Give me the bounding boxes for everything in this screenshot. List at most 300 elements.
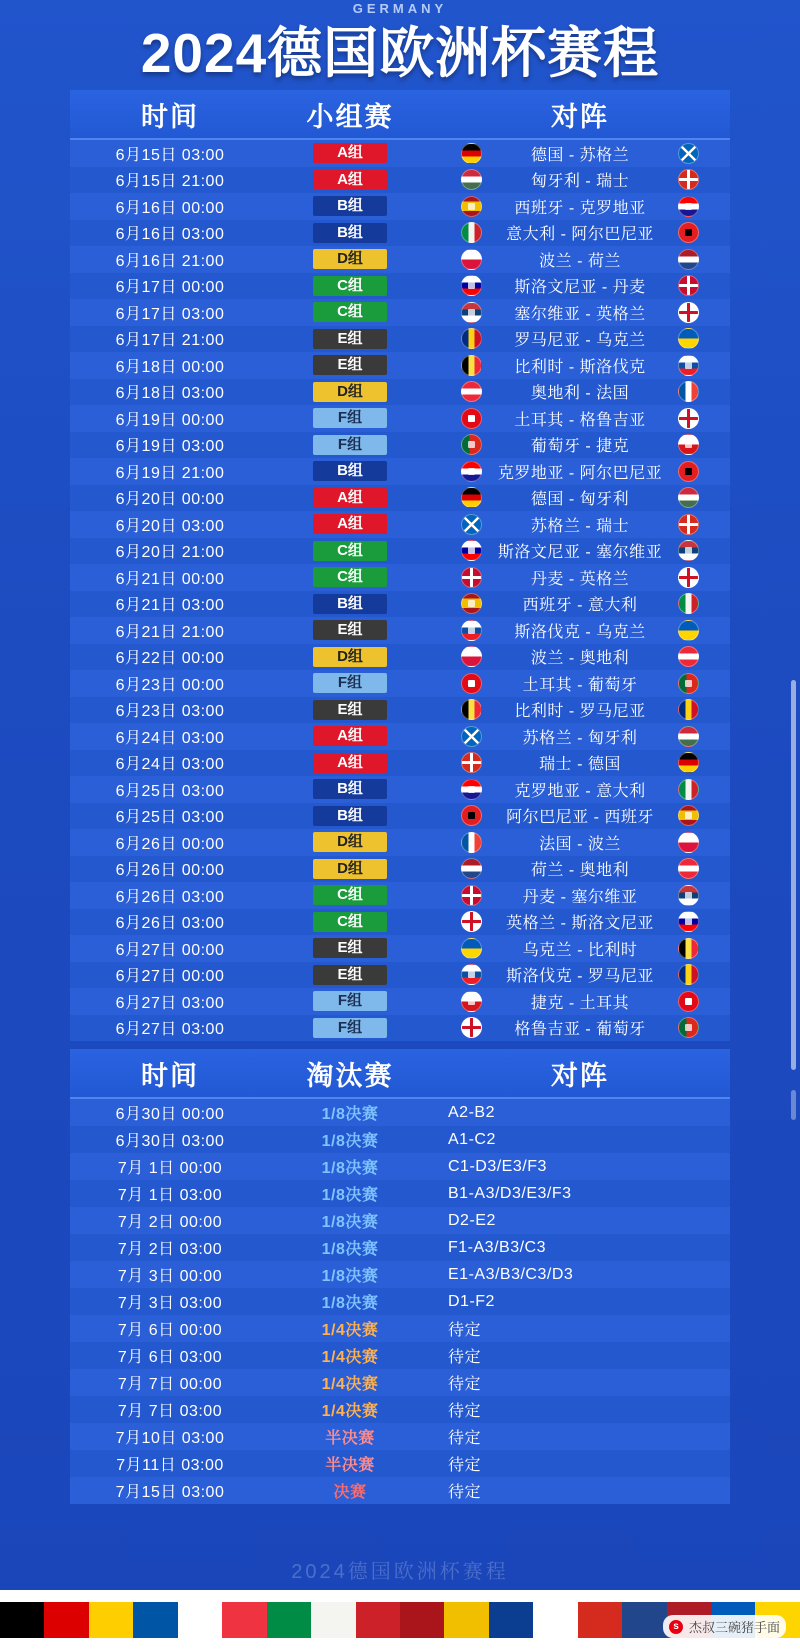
knockout-matchup: 待定 [448,1376,482,1393]
match-time: 7月 3日 00:00 [117,1268,223,1285]
flag-icon-it [678,779,699,800]
flag-icon-sc [678,143,699,164]
match-teams: 意大利 - 阿尔巴尼亚 [506,226,654,244]
table-row [70,220,730,247]
match-time: 6月27日 03:00 [115,1021,225,1039]
match-teams: 德国 - 苏格兰 [530,146,630,164]
table-row [70,193,730,220]
match-cell [430,857,730,880]
flag-icon-ro [678,699,699,720]
match-time: 6月21日 03:00 [115,597,225,615]
flag-icon-ge [678,408,699,429]
group-badge-cell [270,302,430,322]
match-teams: 土耳其 - 葡萄牙 [522,676,638,694]
group-badge-cell [270,355,430,375]
status-badge: C组 [313,885,387,905]
table-row [70,829,730,856]
knockout-rows-container [70,1099,730,1504]
match-cell [430,274,730,297]
match-time: 6月30日 03:00 [115,1133,225,1150]
flag-icon-at [461,381,482,402]
match-teams: 苏格兰 - 匈牙利 [522,729,638,747]
match-time: 6月27日 00:00 [115,941,225,959]
match-time: 6月25日 03:00 [115,809,225,827]
match-time: 6月18日 00:00 [115,358,225,376]
match-cell [430,831,730,854]
scrollbar-thumb[interactable] [791,680,796,1070]
table-row [70,776,730,803]
flag-icon-fr [678,381,699,402]
table-row [70,1015,730,1042]
status-badge: C组 [313,541,387,561]
flag-icon-tr [461,673,482,694]
knockout-stage-label: 半决赛 [325,1430,375,1447]
match-time: 6月17日 00:00 [115,279,225,297]
group-badge-cell [270,382,430,402]
status-badge: A组 [313,488,387,508]
status-badge: F组 [313,673,387,693]
match-cell [430,910,730,933]
match-cell [430,142,730,165]
flag-icon-si [461,275,482,296]
match-time: 6月15日 03:00 [115,146,225,164]
knockout-matchup: 待定 [448,1322,482,1339]
match-teams: 西班牙 - 克罗地亚 [514,199,646,217]
match-cell [430,407,730,430]
match-time: 7月 6日 03:00 [117,1349,223,1366]
flag-icon-be [678,938,699,959]
author-watermark [663,1615,786,1638]
table-row [70,1396,730,1423]
knockout-stage-label: 1/8决赛 [321,1106,379,1123]
flag-icon-ua [461,938,482,959]
group-badge-cell [270,276,430,296]
knockout-matchup: D2-E2 [448,1211,496,1229]
table-row [70,379,730,406]
flag-icon-ua [678,328,699,349]
match-time: 6月22日 00:00 [115,650,225,668]
knockout-stage-table [70,1049,730,1504]
match-cell [430,354,730,377]
table-row [70,617,730,644]
status-badge: B组 [313,806,387,826]
knockout-matchup: 待定 [448,1457,482,1474]
flag-icon-hr [678,196,699,217]
match-cell [430,460,730,483]
page-title: 2024德国欧洲杯赛程 [140,22,660,84]
knockout-matchup: B1-A3/D3/E3/F3 [448,1184,572,1202]
flag-icon-al [678,222,699,243]
group-badge-cell [270,408,430,428]
scrollbar-thumb-secondary[interactable] [791,1090,796,1120]
match-time: 6月24日 03:00 [115,756,225,774]
watermark-text: 杰叔三碗猪手面 [688,1620,780,1635]
flag-icon-es [461,593,482,614]
flag-icon-be [461,699,482,720]
match-time: 6月26日 03:00 [115,915,225,933]
match-teams: 法国 - 波兰 [539,835,621,853]
status-badge: E组 [313,329,387,349]
table-row [70,1234,730,1261]
match-time: 7月 3日 03:00 [117,1295,223,1312]
table-row [70,140,730,167]
ko-col-match: 对阵 [551,1060,609,1091]
knockout-stage-label: 1/8决赛 [321,1295,379,1312]
match-time: 7月 6日 00:00 [117,1322,223,1339]
match-time: 7月15日 03:00 [115,1484,225,1501]
match-teams: 丹麦 - 塞尔维亚 [522,888,638,906]
flag-icon-hr [461,779,482,800]
flag-icon-pl [461,249,482,270]
knockout-stage-label: 1/8决赛 [321,1133,379,1150]
match-cell [430,990,730,1013]
flag-icon-hu [461,169,482,190]
match-time: 6月21日 00:00 [115,570,225,588]
flag-icon-hr [461,461,482,482]
flag-icon-en [678,567,699,588]
flag-icon-si [678,911,699,932]
table-row [70,856,730,883]
match-teams: 德国 - 匈牙利 [530,491,630,509]
status-badge: C组 [313,912,387,932]
flag-icon-sc [461,726,482,747]
flag-icon-al [461,805,482,826]
flag-icon-hu [678,487,699,508]
knockout-stage-label: 1/4决赛 [321,1349,379,1366]
flag-icon-pt [678,1017,699,1038]
match-time: 6月19日 00:00 [115,411,225,429]
flag-icon-pt [461,434,482,455]
table-row [70,352,730,379]
group-col-stage: 小组赛 [306,101,394,132]
group-badge-cell [270,223,430,243]
flag-icon-es [461,196,482,217]
status-badge: D组 [313,382,387,402]
knockout-matchup: 待定 [448,1430,482,1447]
match-teams: 克罗地亚 - 意大利 [514,782,646,800]
group-badge-cell [270,435,430,455]
status-badge: E组 [313,620,387,640]
table-row [70,458,730,485]
group-badge-cell [270,249,430,269]
status-badge: B组 [313,779,387,799]
group-badge-cell [270,329,430,349]
knockout-matchup: C1-D3/E3/F3 [448,1157,547,1175]
knockout-matchup: 待定 [448,1484,482,1501]
flag-icon-dk [461,567,482,588]
flag-icon-si [461,540,482,561]
knockout-stage-label: 1/4决赛 [321,1322,379,1339]
match-teams: 斯洛文尼亚 - 塞尔维亚 [497,544,663,562]
status-badge: C组 [313,276,387,296]
group-badge-cell [270,991,430,1011]
match-cell [430,248,730,271]
table-row [70,167,730,194]
match-time: 6月17日 03:00 [115,305,225,323]
match-time: 6月25日 03:00 [115,782,225,800]
table-row [70,1450,730,1477]
match-teams: 土耳其 - 格鲁吉亚 [514,411,646,429]
status-badge: F组 [313,408,387,428]
match-cell [430,937,730,960]
poster-header [0,0,800,90]
flag-icon-cz [461,991,482,1012]
table-row [70,538,730,565]
flag-icon-rs [678,885,699,906]
table-row [70,591,730,618]
status-badge: B组 [313,196,387,216]
flag-icon-pl [678,832,699,853]
match-teams: 匈牙利 - 瑞士 [530,173,630,191]
flag-icon-fr [461,832,482,853]
knockout-stage-label: 1/8决赛 [321,1160,379,1177]
match-teams: 克罗地亚 - 阿尔巴尼亚 [497,464,663,482]
match-teams: 丹麦 - 英格兰 [530,570,630,588]
table-row [70,1342,730,1369]
flag-icon-ch [678,169,699,190]
flag-icon-sk [461,964,482,985]
table-row [70,935,730,962]
match-teams: 罗马尼亚 - 乌克兰 [514,332,646,350]
match-cell [430,751,730,774]
match-time: 6月27日 00:00 [115,968,225,986]
match-cell [430,486,730,509]
match-cell [430,645,730,668]
match-time: 6月20日 21:00 [115,544,225,562]
status-badge: A组 [313,753,387,773]
status-badge: F组 [313,991,387,1011]
knockout-stage-label: 决赛 [333,1484,367,1501]
match-time: 6月20日 00:00 [115,491,225,509]
flag-icon-de [461,487,482,508]
status-badge: C组 [313,567,387,587]
match-cell [430,327,730,350]
match-time: 6月18日 03:00 [115,385,225,403]
table-row [70,432,730,459]
match-time: 6月16日 21:00 [115,252,225,270]
ko-col-stage: 淘汰赛 [306,1060,394,1091]
match-time: 7月 2日 00:00 [117,1214,223,1231]
status-badge: F组 [313,1018,387,1038]
group-badge-cell [270,620,430,640]
table-row [70,670,730,697]
match-teams: 格鲁吉亚 - 葡萄牙 [514,1021,646,1039]
group-badge-cell [270,488,430,508]
match-time: 6月16日 03:00 [115,226,225,244]
match-teams: 瑞士 - 德国 [539,756,621,774]
flag-icon-tr [678,991,699,1012]
match-time: 6月20日 03:00 [115,517,225,535]
group-badge-cell [270,726,430,746]
group-badge-cell [270,673,430,693]
knockout-matchup: 待定 [448,1349,482,1366]
status-badge: B组 [313,223,387,243]
flag-icon-de [461,143,482,164]
match-time: 6月26日 00:00 [115,835,225,853]
flag-icon-en [678,302,699,323]
table-row [70,909,730,936]
match-cell [430,195,730,218]
group-badge-cell [270,143,430,163]
match-teams: 葡萄牙 - 捷克 [530,438,630,456]
match-cell [430,301,730,324]
match-teams: 荷兰 - 奥地利 [530,862,630,880]
table-row [70,1315,730,1342]
group-badge-cell [270,647,430,667]
match-time: 7月10日 03:00 [115,1430,225,1447]
flag-icon-de [678,752,699,773]
group-badge-cell [270,965,430,985]
group-badge-cell [270,567,430,587]
match-teams: 斯洛伐克 - 罗马尼亚 [506,968,654,986]
group-col-match: 对阵 [551,101,609,132]
table-row [70,644,730,671]
match-time: 6月26日 00:00 [115,862,225,880]
match-cell [430,1016,730,1039]
match-teams: 斯洛伐克 - 乌克兰 [514,623,646,641]
knockout-matchup: F1-A3/B3/C3 [448,1238,546,1256]
knockout-stage-label: 1/8决赛 [321,1214,379,1231]
table-row [70,299,730,326]
match-cell [430,619,730,642]
table-row [70,882,730,909]
ghost-watermark-line1: 2024德国欧洲杯赛程 [291,1561,509,1583]
match-teams: 奥地利 - 法国 [530,385,630,403]
status-badge: A组 [313,726,387,746]
match-cell [430,168,730,191]
flag-icon-at [678,858,699,879]
status-badge: B组 [313,594,387,614]
match-cell [430,884,730,907]
match-teams: 比利时 - 罗马尼亚 [514,703,646,721]
flag-icon-ua [678,620,699,641]
flag-icon-ro [461,328,482,349]
status-badge: E组 [313,355,387,375]
match-teams: 塞尔维亚 - 英格兰 [514,305,646,323]
match-cell [430,963,730,986]
match-time: 6月16日 00:00 [115,199,225,217]
flag-icon-at [678,646,699,667]
flag-icon-tr [461,408,482,429]
group-badge-cell [270,779,430,799]
flag-icon-be [461,355,482,376]
table-row [70,803,730,830]
match-time: 6月17日 21:00 [115,332,225,350]
match-time: 6月19日 21:00 [115,464,225,482]
group-table-header [70,90,730,140]
knockout-stage-label: 1/8决赛 [321,1241,379,1258]
match-teams: 苏格兰 - 瑞士 [530,517,630,535]
match-time: 6月24日 03:00 [115,729,225,747]
match-time: 7月 2日 03:00 [117,1241,223,1258]
match-teams: 阿尔巴尼亚 - 西班牙 [506,809,654,827]
match-teams: 英格兰 - 斯洛文尼亚 [506,915,654,933]
match-cell [430,566,730,589]
match-cell [430,725,730,748]
status-badge: A组 [313,514,387,534]
status-badge: A组 [313,170,387,190]
match-teams: 捷克 - 土耳其 [530,994,630,1012]
group-col-time: 时间 [141,101,199,132]
flag-icon-it [678,593,699,614]
status-badge: A组 [313,143,387,163]
group-badge-cell [270,700,430,720]
match-teams: 波兰 - 荷兰 [539,252,621,270]
flag-icon-en [461,911,482,932]
flag-icon-pl [461,646,482,667]
flag-icon-dk [461,885,482,906]
flag-icon-sk [461,620,482,641]
knockout-matchup: A2-B2 [448,1103,495,1121]
flag-icon-hu [678,726,699,747]
group-badge-cell [270,859,430,879]
group-badge-cell [270,832,430,852]
match-teams: 波兰 - 奥地利 [530,650,630,668]
table-row [70,511,730,538]
table-row [70,564,730,591]
status-badge: F组 [313,435,387,455]
match-time: 7月 7日 00:00 [117,1376,223,1393]
group-rows-container [70,140,730,1041]
table-row [70,1207,730,1234]
table-row [70,988,730,1015]
match-time: 6月23日 03:00 [115,703,225,721]
match-time: 7月 7日 03:00 [117,1403,223,1420]
table-row [70,723,730,750]
table-row [70,405,730,432]
flag-icon-dk [678,275,699,296]
flag-icon-al [678,461,699,482]
table-row [70,1099,730,1126]
knockout-stage-label: 1/8决赛 [321,1268,379,1285]
match-cell [430,513,730,536]
group-badge-cell [270,170,430,190]
status-badge: C组 [313,302,387,322]
table-row [70,1126,730,1153]
flag-icon-rs [461,302,482,323]
table-row [70,246,730,273]
table-row [70,485,730,512]
table-row [70,750,730,777]
table-row [70,273,730,300]
match-time: 6月15日 21:00 [115,173,225,191]
germany-tag: GERMANY [352,1,448,16]
flag-icon-nl [678,249,699,270]
group-badge-cell [270,196,430,216]
status-badge: E组 [313,700,387,720]
group-badge-cell [270,885,430,905]
ko-col-time: 时间 [141,1060,199,1091]
group-badge-cell [270,912,430,932]
flag-icon-sc [461,514,482,535]
flag-icon-ch [678,514,699,535]
group-badge-cell [270,514,430,534]
table-row [70,326,730,353]
match-cell [430,778,730,801]
match-time: 6月23日 00:00 [115,676,225,694]
watermark-logo-icon: s [669,1620,683,1634]
group-badge-cell [270,806,430,826]
table-row [70,1288,730,1315]
flag-icon-it [461,222,482,243]
group-badge-cell [270,594,430,614]
flag-icon-ch [461,752,482,773]
match-teams: 乌克兰 - 比利时 [522,941,638,959]
table-row [70,1180,730,1207]
knockout-stage-label: 1/4决赛 [321,1376,379,1393]
knockout-table-header [70,1049,730,1099]
flag-icon-rs [678,540,699,561]
